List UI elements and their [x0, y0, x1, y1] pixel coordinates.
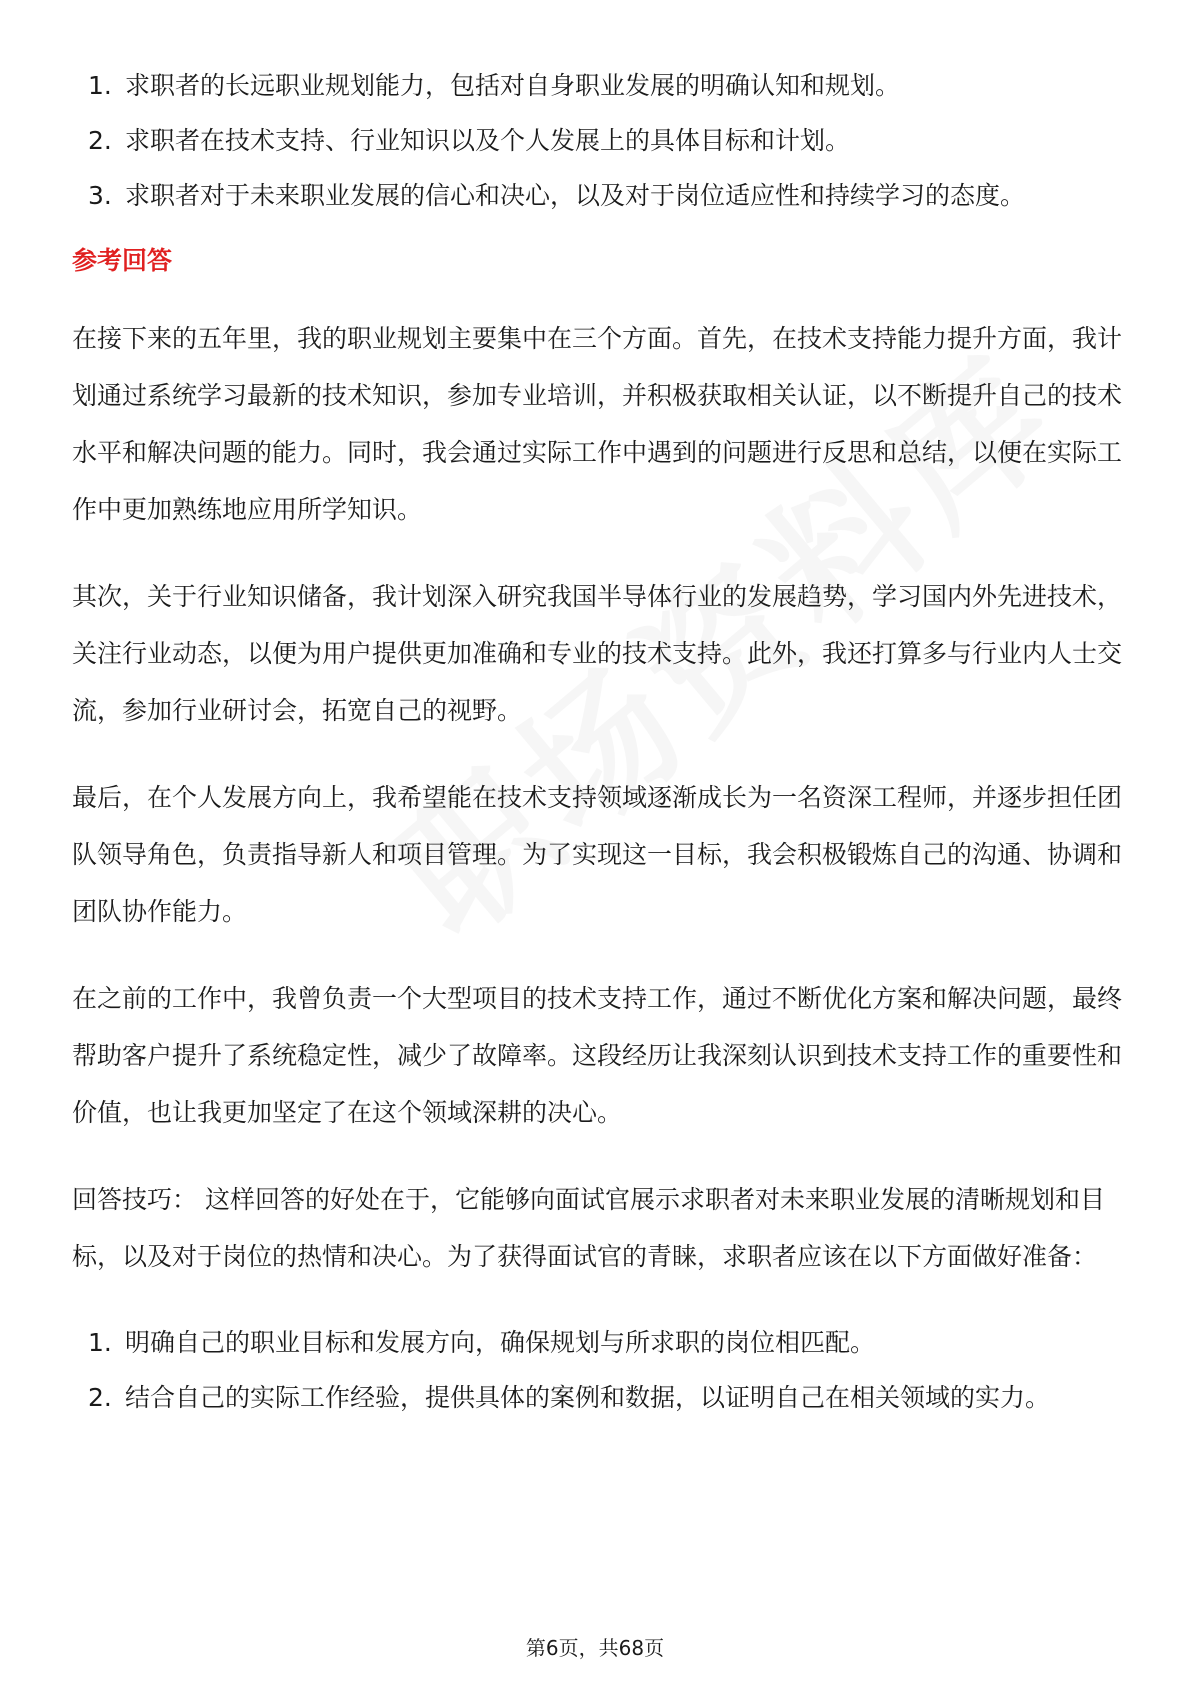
page-number-footer: 第6页，共68页: [525, 1636, 665, 1660]
list-item-number: 1.: [88, 71, 112, 100]
list-item: [72, 58, 1122, 113]
list-item-number: 2.: [88, 1383, 112, 1412]
answer-paragraph: 其次，关于行业知识储备，我计划深入研究我国半导体行业的发展趋势，学习国内外先进技术，关注行业动态，以便为用户提供更加准确和专业的技术支持。此外，我还打算多与行业内人士交流，参加行业研讨会，拓宽自己的视野。: [72, 582, 1123, 725]
list-item: [72, 1370, 1122, 1425]
list-item: [72, 1315, 1122, 1370]
document-page: [72, 58, 1122, 1425]
answer-paragraph: 在之前的工作中，我曾负责一个大型项目的技术支持工作，通过不断优化方案和解决问题，最终帮助客户提升了系统稳定性，减少了故障率。这段经历让我深刻认识到技术支持工作的重要性和价值，也让我更加坚定了在这个领域深耕的决心。: [72, 984, 1123, 1127]
answer-paragraph: 在接下来的五年里，我的职业规划主要集中在三个方面。首先，在技术支持能力提升方面，我计划通过系统学习最新的技术知识，参加专业培训，并积极获取相关认证，以不断提升自己的技术水平和解决问题的能力。同时，我会通过实际工作中遇到的问题进行反思和总结，以便在实际工作中更加熟练地应用所学知识。: [72, 324, 1123, 524]
list-item-text: 明确自己的职业目标和发展方向，确保规划与所求职的岗位相匹配。: [125, 1328, 876, 1357]
section-heading: 参考回答: [72, 246, 173, 275]
list-item-text: 求职者在技术支持、行业知识以及个人发展上的具体目标和计划。: [125, 126, 851, 155]
list-item-number: 1.: [88, 1328, 112, 1357]
list-item: [72, 168, 1122, 223]
list-item-text: 结合自己的实际工作经验，提供具体的案例和数据，以证明自己在相关领域的实力。: [125, 1383, 1051, 1412]
list-item: [72, 113, 1122, 168]
list-item-text: 求职者的长远职业规划能力，包括对自身职业发展的明确认知和规划。: [125, 71, 901, 100]
list-item-number: 3.: [88, 181, 112, 210]
tips-paragraph: 回答技巧： 这样回答的好处在于，它能够向面试官展示求职者对未来职业发展的清晰规划和目标，以及对于岗位的热情和决心。为了获得面试官的青睐，求职者应该在以下方面做好准备：: [72, 1185, 1105, 1271]
tips-list: [72, 1315, 1122, 1425]
list-item-text: 求职者对于未来职业发展的信心和决心，以及对于岗位适应性和持续学习的态度。: [125, 181, 1026, 210]
requirements-list: [72, 58, 1122, 223]
list-item-number: 2.: [88, 126, 112, 155]
answer-paragraph: 最后，在个人发展方向上，我希望能在技术支持领域逐渐成长为一名资深工程师，并逐步担任团队领导角色，负责指导新人和项目管理。为了实现这一目标，我会积极锻炼自己的沟通、协调和团队协作能力。: [72, 783, 1123, 926]
